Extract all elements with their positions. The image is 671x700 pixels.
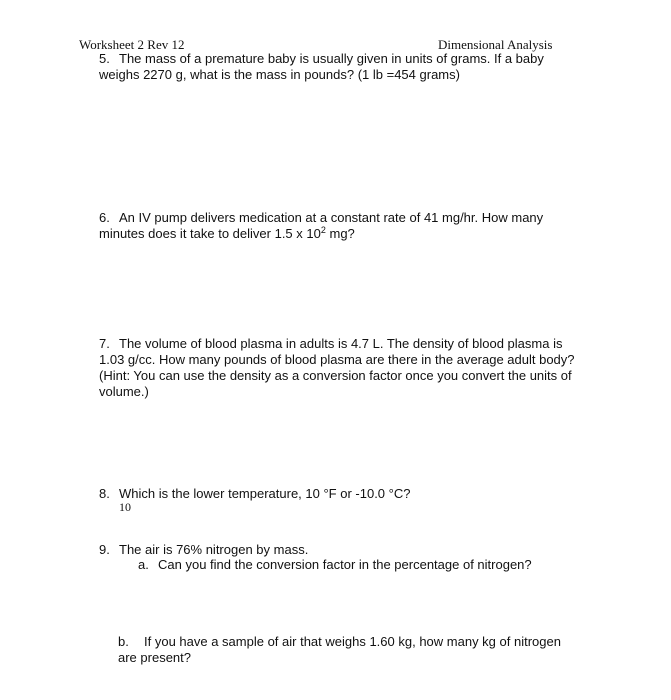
subquestion-text: Can you find the conversion factor in the percentage of nitrogen? xyxy=(158,557,532,572)
question-text: volume.) xyxy=(99,384,149,399)
question-number: 5. xyxy=(99,51,110,66)
question-text: The air is 76% nitrogen by mass. xyxy=(119,542,309,557)
question-text: Which is the lower temperature, 10 °F or -10.0 °C? xyxy=(119,486,411,501)
question-9 xyxy=(99,542,308,558)
section-title: Dimensional Analysis xyxy=(438,37,553,52)
question-6 xyxy=(99,210,543,242)
worksheet-title: Worksheet 2 Rev 12 xyxy=(79,37,185,52)
subquestion-label: a. xyxy=(138,557,149,572)
question-5 xyxy=(99,51,544,83)
subquestion-text: If you have a sample of air that weighs 1.60 kg, how many kg of nitrogen xyxy=(144,634,561,649)
question-7 xyxy=(99,336,575,400)
question-number: 6. xyxy=(99,210,110,225)
question-text: weighs 2270 g, what is the mass in pounds? (1 lb =454 grams) xyxy=(99,67,460,82)
superscript-exponent: 2 xyxy=(320,225,326,235)
question-text: The volume of blood plasma in adults is 4.7 L. The density of blood plasma is xyxy=(119,336,563,351)
subquestion-text: are present? xyxy=(118,650,191,665)
question-text: An IV pump delivers medication at a constant rate of 41 mg/hr. How many xyxy=(119,210,544,225)
question-text: (Hint: You can use the density as a conversion factor once you convert the units of xyxy=(99,368,572,383)
question-number: 8. xyxy=(99,486,110,501)
question-text: 1.03 g/cc. How many pounds of blood plasma are there in the average adult body? xyxy=(99,352,575,367)
question-8 xyxy=(99,486,410,502)
subquestion-label: b. xyxy=(118,634,129,649)
question-9a xyxy=(138,557,532,573)
question-number: 7. xyxy=(99,336,110,351)
question-text: The mass of a premature baby is usually given in units of grams. If a baby xyxy=(119,51,544,66)
handwritten-answer: 10 xyxy=(119,500,131,514)
question-text: minutes does it take to deliver 1.5 x $10^2$ mg? xyxy=(99,225,355,241)
question-9b xyxy=(118,634,561,666)
question-number: 9. xyxy=(99,542,110,557)
